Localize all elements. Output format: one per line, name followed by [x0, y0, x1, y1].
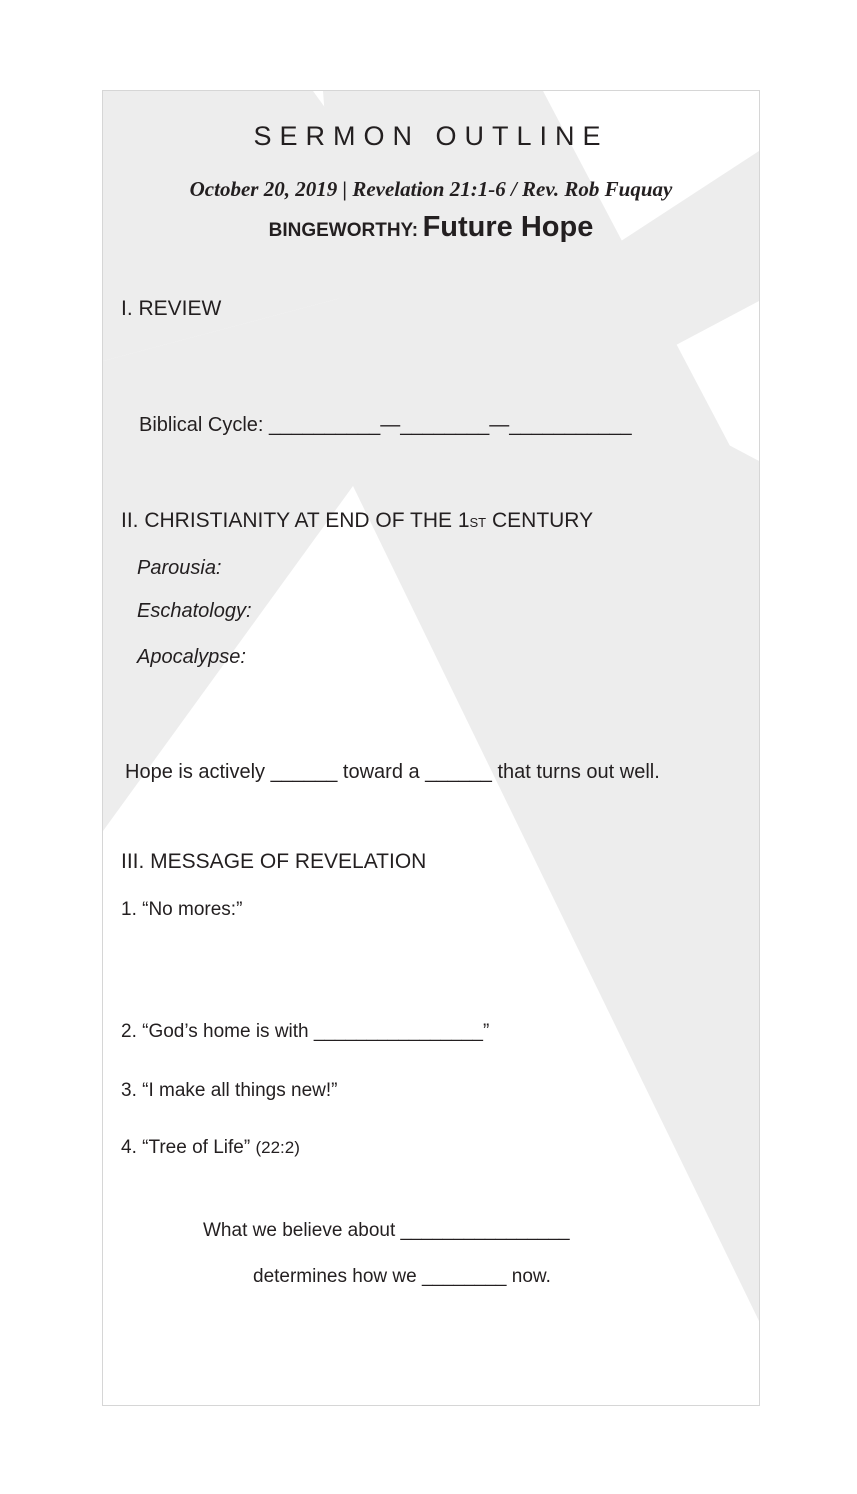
cross-watermark: [103, 91, 759, 1405]
series-title: [103, 211, 759, 244]
section-heading-review: I. REVIEW: [121, 297, 222, 320]
page-title: SERMON OUTLINE: [253, 121, 609, 151]
section-heading-revelation: III. MESSAGE OF REVELATION: [121, 850, 427, 873]
section-heading-christianity: [121, 509, 593, 533]
series-prefix: BINGEWORTHY:: [268, 220, 419, 241]
series-name: Future Hope: [422, 211, 594, 243]
hope-definition: Hope is actively ______ toward a ______ that turns out well.: [125, 761, 660, 783]
sermon-subtitle: October 20, 2019 | Revelation 21:1-6 / Rev. Rob Fuquay: [189, 177, 673, 201]
scripture-reference: (22:2): [255, 1138, 300, 1157]
list-item-tree-of-life: [121, 1137, 300, 1159]
heading-part-a: II. CHRISTIANITY AT END OF THE 1: [121, 509, 470, 532]
term-eschatology: Eschatology:: [137, 600, 252, 622]
term-parousia: Parousia:: [137, 557, 222, 579]
list-item-all-things-new: 3. “I make all things new!”: [121, 1080, 338, 1101]
closing-line-2: determines how we ________ now.: [253, 1266, 551, 1287]
list-item-no-mores: 1. “No mores:”: [121, 899, 243, 920]
sermon-outline-card: [102, 90, 760, 1406]
list-item-gods-home: 2. “God’s home is with ________________”: [121, 1021, 490, 1042]
closing-line-1: What we believe about ________________: [203, 1220, 570, 1241]
tree-of-life-text: 4. “Tree of Life”: [121, 1137, 251, 1158]
heading-part-b: CENTURY: [486, 509, 594, 532]
biblical-cycle-line: Biblical Cycle: __________—________—___________: [139, 414, 632, 436]
heading-superscript: ST: [469, 515, 487, 530]
term-apocalypse: Apocalypse:: [137, 646, 246, 668]
